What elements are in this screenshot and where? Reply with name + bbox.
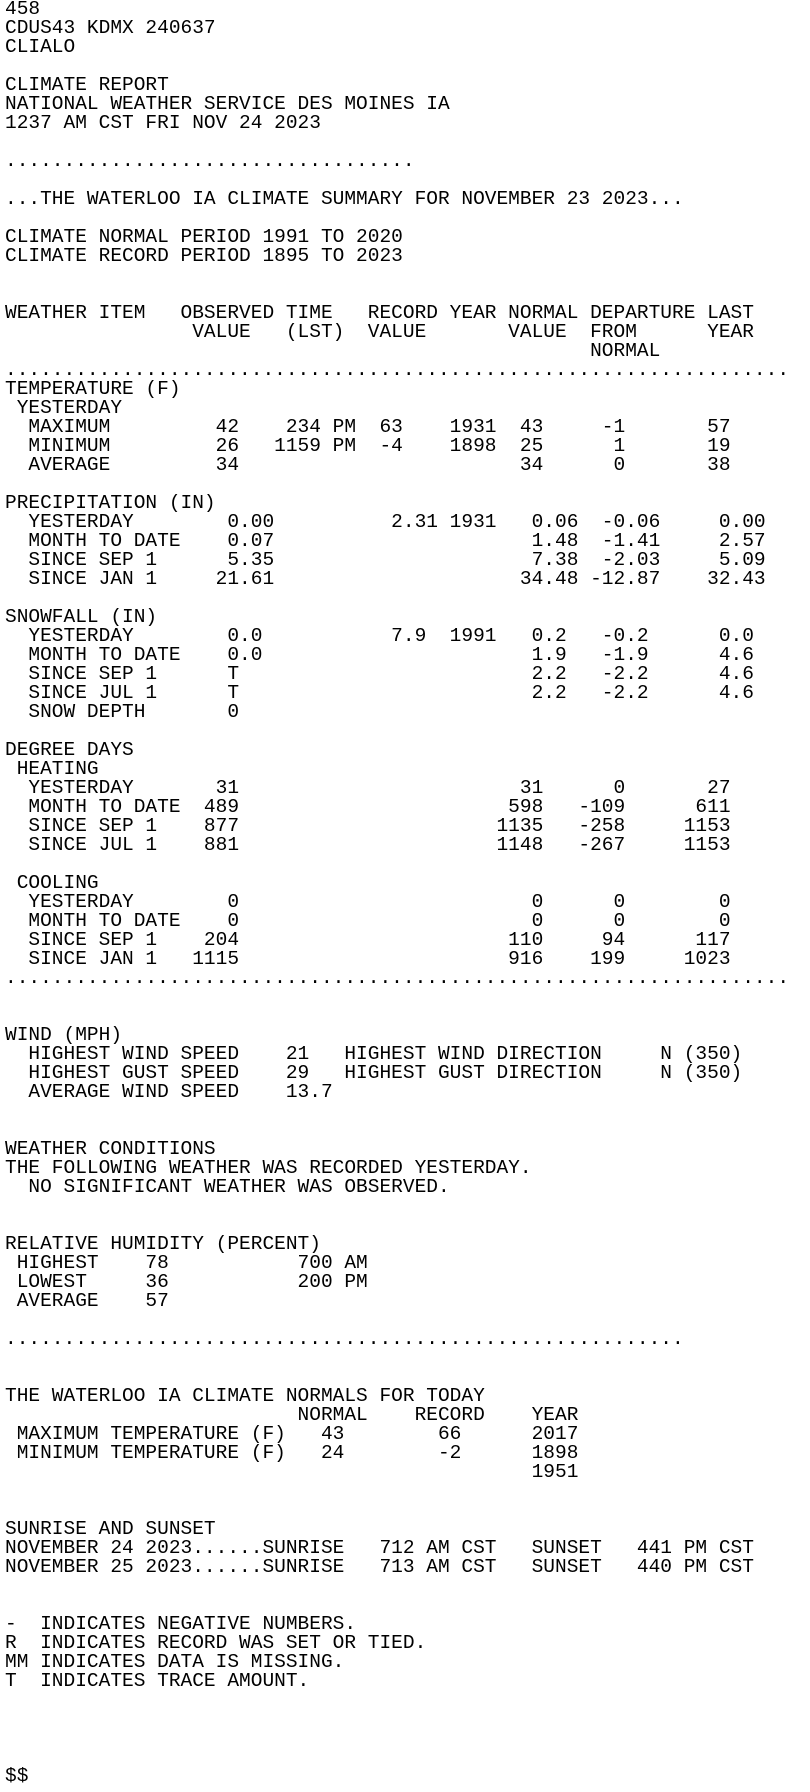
report-line <box>5 266 810 285</box>
report-line <box>5 1710 810 1729</box>
report-line: AVERAGE 34 34 0 38 <box>5 454 731 476</box>
report-line: MONTH TO DATE 0.07 1.48 -1.41 2.57 <box>5 530 766 552</box>
report-line: CLIMATE NORMAL PERIOD 1991 TO 2020 <box>5 226 403 248</box>
report-line <box>5 988 810 1007</box>
report-line: 1951 <box>5 1461 579 1483</box>
report-line: WIND (MPH) <box>5 1024 123 1046</box>
report-line <box>5 1007 810 1026</box>
report-line: LOWEST 36 200 PM <box>5 1271 368 1293</box>
report-line: MONTH TO DATE 489 598 -109 611 <box>5 796 731 818</box>
report-line <box>5 1197 810 1216</box>
report-line: .......................................................... <box>5 1328 684 1350</box>
report-line: HIGHEST GUST SPEED 29 HIGHEST GUST DIRECTION N (350) <box>5 1062 743 1084</box>
report-line: T INDICATES TRACE AMOUNT. <box>5 1670 310 1692</box>
report-line <box>5 855 810 874</box>
report-line: CLIALO <box>5 36 76 58</box>
report-line: NORMAL RECORD YEAR <box>5 1404 579 1426</box>
report-line: MM INDICATES DATA IS MISSING. <box>5 1651 345 1673</box>
report-line: YESTERDAY 0.0 7.9 1991 0.2 -0.2 0.0 <box>5 625 754 647</box>
report-line: AVERAGE WIND SPEED 13.7 <box>5 1081 333 1103</box>
report-line: ................................................................... <box>5 359 790 381</box>
report-line: SINCE JAN 1 21.61 34.48 -12.87 32.43 <box>5 568 766 590</box>
report-line <box>5 1349 810 1368</box>
report-line: THE FOLLOWING WEATHER WAS RECORDED YESTERDAY. <box>5 1157 532 1179</box>
report-line: SINCE SEP 1 T 2.2 -2.2 4.6 <box>5 663 754 685</box>
report-line: HIGHEST WIND SPEED 21 HIGHEST WIND DIRECTION N (350) <box>5 1043 743 1065</box>
report-line: PRECIPITATION (IN) <box>5 492 216 514</box>
report-line: TEMPERATURE (F) <box>5 378 181 400</box>
report-line: NOVEMBER 24 2023......SUNRISE 712 AM CST SUNSET 441 PM CST <box>5 1537 754 1559</box>
report-line <box>5 1102 810 1121</box>
report-line: SINCE SEP 1 5.35 7.38 -2.03 5.09 <box>5 549 766 571</box>
report-line: ................................... <box>5 150 415 172</box>
report-line: YESTERDAY 0 0 0 0 <box>5 891 731 913</box>
report-line: SINCE JUL 1 T 2.2 -2.2 4.6 <box>5 682 754 704</box>
report-line: NATIONAL WEATHER SERVICE DES MOINES IA <box>5 93 450 115</box>
report-line: NOVEMBER 25 2023......SUNRISE 713 AM CST SUNSET 440 PM CST <box>5 1556 754 1578</box>
report-line <box>5 1482 810 1501</box>
report-line: HEATING <box>5 758 99 780</box>
report-line: WEATHER CONDITIONS <box>5 1138 216 1160</box>
report-line: ................................................................... <box>5 967 790 989</box>
report-line: YESTERDAY 0.00 2.31 1931 0.06 -0.06 0.00 <box>5 511 766 533</box>
report-line <box>5 1729 810 1748</box>
report-line: RELATIVE HUMIDITY (PERCENT) <box>5 1233 321 1255</box>
report-line: MINIMUM TEMPERATURE (F) 24 -2 1898 <box>5 1442 579 1464</box>
report-line: MAXIMUM 42 234 PM 63 1931 43 -1 57 <box>5 416 731 438</box>
report-line: MINIMUM 26 1159 PM -4 1898 25 1 19 <box>5 435 731 457</box>
report-line: YESTERDAY <box>5 397 123 419</box>
report-line: $$ <box>5 1765 29 1786</box>
report-line <box>5 1748 810 1767</box>
report-line: YESTERDAY 31 31 0 27 <box>5 777 731 799</box>
report-line <box>5 1691 810 1710</box>
report-line: SNOWFALL (IN) <box>5 606 158 628</box>
report-line: THE WATERLOO IA CLIMATE NORMALS FOR TODAY <box>5 1385 485 1407</box>
report-line: MAXIMUM TEMPERATURE (F) 43 66 2017 <box>5 1423 579 1445</box>
report-line: CDUS43 KDMX 240637 <box>5 17 216 39</box>
report-line: CLIMATE RECORD PERIOD 1895 TO 2023 <box>5 245 403 267</box>
report-line: ...THE WATERLOO IA CLIMATE SUMMARY FOR NOVEMBER 23 2023... <box>5 188 684 210</box>
report-line: SINCE JAN 1 1115 916 199 1023 <box>5 948 731 970</box>
report-line: SINCE SEP 1 204 110 94 117 <box>5 929 731 951</box>
report-line: HIGHEST 78 700 AM <box>5 1252 368 1274</box>
report-line: SUNRISE AND SUNSET <box>5 1518 216 1540</box>
report-line: - INDICATES NEGATIVE NUMBERS. <box>5 1613 357 1635</box>
report-line: MONTH TO DATE 0.0 1.9 -1.9 4.6 <box>5 644 754 666</box>
report-line: SINCE JUL 1 881 1148 -267 1153 <box>5 834 731 856</box>
report-line: NO SIGNIFICANT WEATHER WAS OBSERVED. <box>5 1176 450 1198</box>
report-line: 1237 AM CST FRI NOV 24 2023 <box>5 112 321 134</box>
report-line: SNOW DEPTH 0 <box>5 701 240 723</box>
report-line: MONTH TO DATE 0 0 0 0 <box>5 910 731 932</box>
report-line: NORMAL <box>5 340 661 362</box>
report-line: COOLING <box>5 872 99 894</box>
report-line: R INDICATES RECORD WAS SET OR TIED. <box>5 1632 427 1654</box>
report-line: 458 <box>5 0 41 20</box>
report-line: WEATHER ITEM OBSERVED TIME RECORD YEAR NORMAL DEPARTURE LAST <box>5 302 754 324</box>
report-line: VALUE (LST) VALUE VALUE FROM YEAR <box>5 321 754 343</box>
report-line: CLIMATE REPORT <box>5 74 169 96</box>
report-line: DEGREE DAYS <box>5 739 134 761</box>
report-line: SINCE SEP 1 877 1135 -258 1153 <box>5 815 731 837</box>
report-line: AVERAGE 57 <box>5 1290 169 1312</box>
report-line <box>5 1577 810 1596</box>
